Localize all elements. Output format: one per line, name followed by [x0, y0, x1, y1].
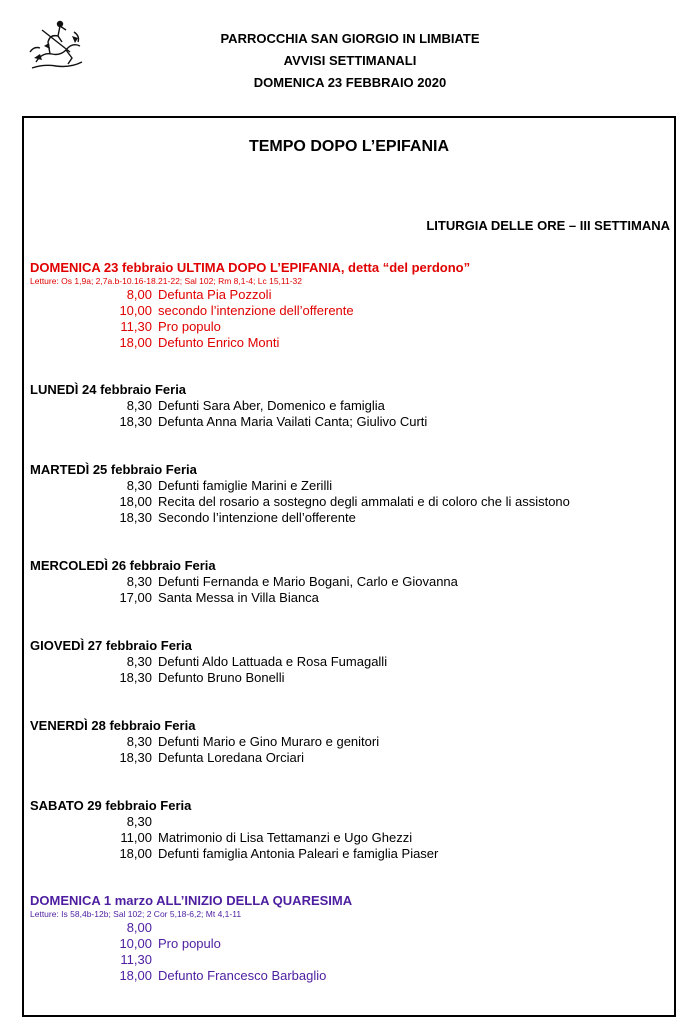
mass-list — [30, 398, 670, 430]
mass-entry — [30, 734, 670, 750]
mass-time: 18,00 — [119, 335, 152, 350]
mass-list — [30, 654, 670, 686]
day-block-saturday-29 — [30, 797, 670, 862]
mass-time: 18,00 — [119, 968, 152, 983]
mass-entry — [30, 968, 670, 984]
mass-entry — [30, 920, 670, 936]
page-header — [150, 28, 550, 94]
mass-list — [30, 814, 670, 862]
day-readings: Letture: Is 58,4b-12b; Sal 102; 2 Cor 5,18-6,2; Mt 4,1-11 — [30, 909, 242, 919]
schedule-frame — [22, 116, 676, 1017]
mass-entry — [30, 335, 670, 351]
mass-time: 17,00 — [119, 590, 152, 605]
mass-intention: secondo l’intenzione dell’offerente — [158, 303, 354, 318]
mass-entry — [30, 830, 670, 846]
mass-intention: Defunti Mario e Gino Muraro e genitori — [158, 734, 380, 749]
mass-entry — [30, 414, 670, 430]
mass-entry — [30, 750, 670, 766]
mass-intention: Secondo l’intenzione dell’offerente — [158, 510, 356, 525]
day-block-monday-24 — [30, 381, 670, 430]
mass-time: 8,30 — [126, 398, 152, 413]
mass-entry — [30, 814, 670, 830]
mass-intention: Pro populo — [158, 936, 221, 951]
mass-intention: Defunto Bruno Bonelli — [158, 670, 285, 685]
mass-entry — [30, 936, 670, 952]
day-title: VENERDÌ 28 febbraio Feria — [30, 718, 196, 733]
day-block-sunday-23 — [30, 259, 670, 351]
day-title: DOMENICA 23 febbraio ULTIMA DOPO L’EPIFANIA, detta “del perdono” — [30, 260, 471, 275]
season-title: TEMPO DOPO L’EPIFANIA — [248, 138, 450, 155]
mass-time: 11,30 — [120, 952, 152, 967]
day-title: GIOVEDÌ 27 febbraio Feria — [30, 638, 192, 653]
mass-intention: Defunti Aldo Lattuada e Rosa Fumagalli — [158, 654, 388, 669]
mass-entry — [30, 590, 670, 606]
saint-george-dragon-icon — [22, 12, 92, 74]
day-block-thursday-27 — [30, 637, 670, 686]
mass-list — [30, 574, 670, 606]
mass-list — [30, 920, 670, 984]
mass-intention: Recita del rosario a sostegno degli ammalati e di coloro che li assistono — [158, 494, 570, 509]
mass-entry — [30, 303, 670, 319]
day-block-wednesday-26 — [30, 557, 670, 606]
mass-list — [30, 478, 670, 526]
mass-time: 8,30 — [126, 574, 152, 589]
parish-logo — [22, 12, 92, 74]
mass-time: 8,00 — [126, 287, 152, 302]
mass-time: 8,00 — [126, 920, 152, 935]
day-title: MARTEDÌ 25 febbraio Feria — [30, 462, 197, 477]
mass-time: 8,30 — [126, 478, 152, 493]
parish-name: PARROCCHIA SAN GIORGIO IN LIMBIATE — [220, 31, 480, 46]
mass-intention: Defunto Francesco Barbaglio — [158, 968, 327, 983]
mass-time: 11,30 — [120, 319, 152, 334]
mass-time: 18,30 — [119, 750, 152, 765]
mass-time: 18,00 — [119, 494, 152, 509]
mass-intention: Defunti Fernanda e Mario Bogani, Carlo e Giovanna — [158, 574, 458, 589]
mass-intention: Matrimonio di Lisa Tettamanzi e Ugo Ghezzi — [158, 830, 413, 845]
mass-list — [30, 287, 670, 351]
mass-entry — [30, 478, 670, 494]
mass-entry — [30, 670, 670, 686]
mass-intention: Pro populo — [158, 319, 221, 334]
mass-entry — [30, 510, 670, 526]
mass-entry — [30, 574, 670, 590]
day-title: DOMENICA 1 marzo ALL’INIZIO DELLA QUARESIMA — [30, 893, 353, 908]
mass-entry — [30, 287, 670, 303]
mass-time: 18,00 — [119, 846, 152, 861]
mass-time: 18,30 — [119, 510, 152, 525]
mass-intention: Defunti famiglie Marini e Zerilli — [158, 478, 333, 493]
mass-entry — [30, 654, 670, 670]
day-block-sunday-1-march — [30, 892, 670, 984]
mass-entry — [30, 319, 670, 335]
day-title: MERCOLEDÌ 26 febbraio Feria — [30, 558, 216, 573]
mass-time: 10,00 — [119, 936, 152, 951]
mass-intention: Defunta Loredana Orciari — [158, 750, 304, 765]
mass-entry — [30, 398, 670, 414]
day-block-friday-28 — [30, 717, 670, 766]
day-title: LUNEDÌ 24 febbraio Feria — [30, 382, 187, 397]
mass-intention: Defunta Anna Maria Vailati Canta; Giulivo Curti — [158, 414, 428, 429]
day-block-tuesday-25 — [30, 461, 670, 526]
mass-intention: Defunti famiglia Antonia Paleari e famiglia Piaser — [158, 846, 439, 861]
mass-time: 8,30 — [126, 654, 152, 669]
liturgy-label: LITURGIA DELLE ORE – III SETTIMANA — [426, 218, 670, 233]
mass-time: 10,00 — [119, 303, 152, 318]
mass-intention: Defunto Enrico Monti — [158, 335, 280, 350]
mass-list — [30, 734, 670, 766]
notice-title: AVVISI SETTIMANALI — [283, 53, 417, 68]
mass-time: 11,00 — [120, 830, 152, 845]
notice-date: DOMENICA 23 FEBBRAIO 2020 — [253, 75, 447, 90]
mass-intention: Santa Messa in Villa Bianca — [158, 590, 319, 605]
mass-intention: Defunti Sara Aber, Domenico e famiglia — [158, 398, 385, 413]
mass-time: 18,30 — [119, 414, 152, 429]
mass-intention: Defunta Pia Pozzoli — [158, 287, 272, 302]
mass-entry — [30, 846, 670, 862]
mass-entry — [30, 494, 670, 510]
day-title: SABATO 29 febbraio Feria — [30, 798, 192, 813]
mass-time: 8,30 — [126, 814, 152, 829]
mass-time: 18,30 — [119, 670, 152, 685]
day-readings: Letture: Os 1,9a; 2,7a.b-10.16-18.21-22; Sal 102; Rm 8,1-4; Lc 15,11-32 — [30, 276, 303, 286]
mass-entry — [30, 952, 670, 968]
mass-time: 8,30 — [126, 734, 152, 749]
